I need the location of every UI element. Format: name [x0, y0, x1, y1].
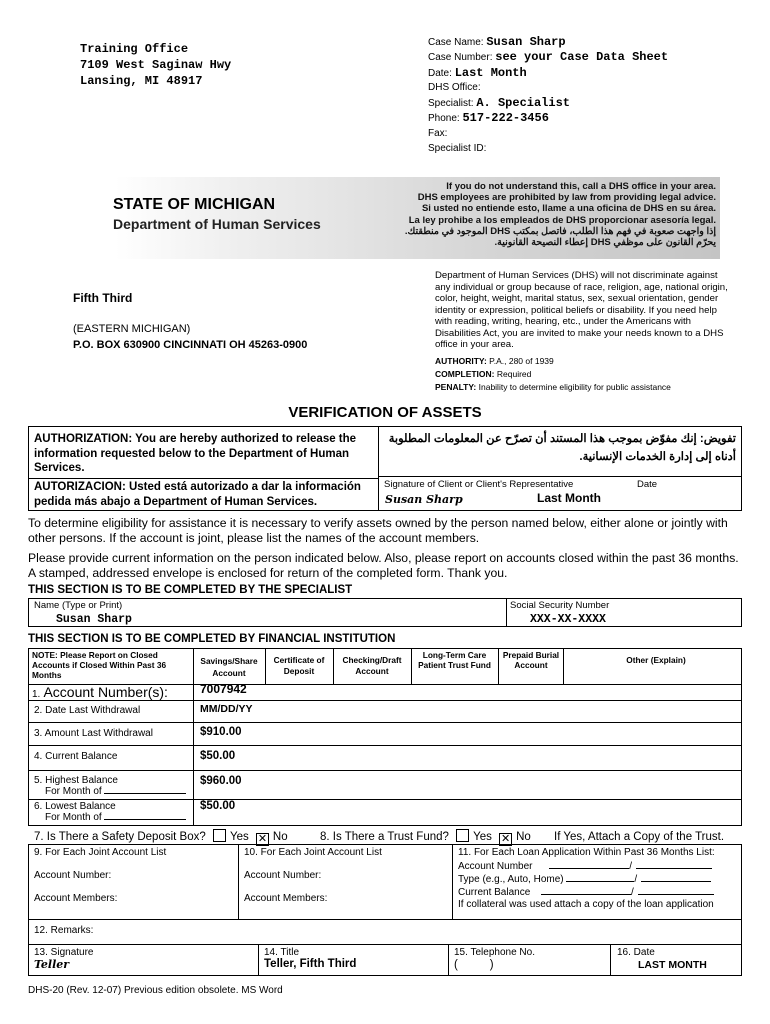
column-header: Certificate of Deposit [273, 655, 325, 676]
row-sublabel: For Month of [45, 786, 102, 797]
authority-block [435, 355, 671, 394]
q11-note: If collateral was used attach a copy of the loan application [458, 899, 714, 911]
specialist-box [28, 598, 742, 627]
divider [28, 478, 379, 479]
blank[interactable] [541, 894, 631, 895]
ssn-label: Social Security Number [510, 600, 610, 611]
specialist-id-row [428, 142, 668, 157]
row-label-amount-last-withdrawal [34, 728, 153, 739]
question-label: 7. Is There a Safety Deposit Box? [34, 831, 206, 843]
field-label: Case Number: [428, 52, 493, 64]
date-last-withdrawal-value[interactable]: MM/DD/YY [200, 703, 253, 715]
row-line [28, 919, 742, 920]
blank[interactable] [641, 881, 711, 882]
row-label: Current Balance [45, 751, 118, 762]
field-label: Specialist ID: [428, 143, 487, 155]
month-blank[interactable] [104, 819, 186, 820]
row-number: 4. [34, 751, 43, 762]
state-name: STATE OF MICHIGAN [113, 196, 276, 213]
field-label: Fax: [428, 127, 448, 139]
row-label: Date Last Withdrawal [45, 705, 141, 716]
title-value[interactable]: Teller, Fifth Third [264, 958, 357, 970]
telephone-value[interactable]: ( ) [454, 959, 494, 971]
trust-fund-yes-checkbox[interactable] [456, 829, 469, 842]
column-line [563, 648, 564, 684]
field-label: Specialist: [428, 98, 474, 110]
divider [378, 476, 742, 477]
row-sublabel-line [34, 812, 186, 823]
remarks-label: 12. Remarks: [34, 925, 94, 936]
field-label: Account Number [458, 861, 533, 872]
divider [378, 426, 379, 511]
authorization-arabic: تفويض: إنك مفوّض بموجب هذا المستند أن تصرّح عن المعلومات المطلوبة أدناه إلى إدارة الخدمات الإنسانية. [388, 433, 736, 463]
column-header: Checking/Draft Account [342, 655, 402, 676]
penalty-value: Inability to determine eligibility for public assistance [478, 382, 671, 392]
row-number: 1. [32, 689, 41, 700]
notice-line: La ley prohibe a los empleados de DHS proporcionar asesoría legal. [408, 214, 716, 226]
notice-line: Si usted no entiende esto, llame a una oficina de DHS en su área. [421, 203, 716, 215]
financial-section-heading: THIS SECTION IS TO BE COMPLETED BY FINANCIAL INSTITUTION [28, 633, 396, 645]
row-line [28, 722, 742, 723]
q16-label: 16. Date [617, 947, 655, 958]
highest-balance-value[interactable]: $960.00 [200, 775, 242, 787]
form-footer: DHS-20 (Rev. 12-07) Previous edition obsolete. MS Word [28, 985, 283, 996]
case-number-value: see your Case Data Sheet [495, 50, 669, 65]
column-header: Other (Explain) [626, 655, 686, 665]
recipient-name: Fifth Third [73, 291, 133, 305]
row-sublabel-line [34, 786, 186, 797]
blank[interactable] [566, 881, 634, 882]
column-header: Savings/Share Account [200, 656, 258, 678]
divider [258, 944, 259, 976]
case-name-value: Susan Sharp [486, 35, 566, 49]
divider [506, 598, 507, 627]
signature-date[interactable]: Last Month [537, 491, 601, 505]
q11-fields [458, 861, 714, 912]
field-label: Current Balance [458, 886, 531, 898]
column-line [265, 648, 266, 684]
fax-row [428, 127, 668, 142]
intro-paragraph-2: Please provide current information on the person indicated below. Also, please report on accounts closed within the past 36 months. A stamped, addressed envelope is enclosed for return of the completed form. Thank you. [28, 551, 739, 580]
row-line [28, 770, 742, 771]
trust-fund-no-checkbox[interactable]: ✕ [500, 833, 511, 845]
field-label: DHS Office: [428, 81, 481, 93]
signature-label: Signature of Client or Client's Representative [384, 479, 574, 490]
row-label-highest-balance [34, 775, 186, 797]
penalty-label: PENALTY: [435, 382, 477, 392]
recipient-region: (EASTERN MICHIGAN) [73, 323, 191, 335]
notice-line-arabic: يحرّم القانون على موظفي DHS إعطاء النصيحة القانونية. [494, 237, 716, 249]
safety-deposit-yes-checkbox[interactable] [213, 829, 226, 842]
no-label: No [516, 831, 531, 843]
notice-line: DHS employees are prohibited by law from providing legal advice. [417, 192, 716, 204]
row-number: 5. [34, 775, 43, 786]
name-label: Name (Type or Print) [34, 600, 123, 611]
specialist-value: A. Specialist [476, 96, 570, 111]
field-label: Case Name: [428, 37, 484, 48]
q11-title: 11. For Each Loan Application Within Past 36 Months List: [458, 847, 715, 858]
client-signature[interactable]: Susan Sharp [385, 493, 463, 506]
blank[interactable] [549, 868, 629, 869]
q15-label: 15. Telephone No. [454, 947, 535, 958]
yes-label: Yes [229, 831, 249, 843]
amount-last-withdrawal-value[interactable]: $910.00 [200, 726, 242, 738]
language-notice [380, 181, 716, 248]
row-line [28, 745, 742, 746]
q9-title: 9. For Each Joint Account List [34, 847, 167, 858]
trust-note: If Yes, Attach a Copy of the Trust. [554, 831, 725, 843]
dept-name: Department of Human Services [113, 216, 321, 232]
safety-deposit-no-checkbox[interactable]: ✕ [257, 833, 268, 845]
completion-row [435, 368, 671, 381]
column-line [498, 648, 499, 684]
column-header: Long-Term Care Patient Trust Fund [418, 650, 491, 671]
date-row [428, 66, 668, 81]
date-label: Date [637, 479, 658, 490]
row-label-line [34, 801, 186, 812]
date-value-bottom[interactable]: LAST MONTH [638, 959, 707, 971]
q14-label: 14. Title [264, 947, 300, 958]
phone-row [428, 111, 668, 126]
row-label: Amount Last Withdrawal [44, 728, 153, 739]
notice-line: If you do not understand this, call a DHS office in your area. [446, 181, 716, 192]
penalty-row [435, 381, 671, 394]
authority-label: AUTHORITY: [435, 356, 487, 366]
field-label: Phone: [428, 113, 460, 125]
blank[interactable] [638, 894, 714, 895]
divider [610, 944, 611, 976]
recipient-address: P.O. BOX 630900 CINCINNATI OH 45263-0900 [73, 339, 308, 351]
current-balance-value[interactable]: $50.00 [200, 750, 236, 762]
case-number-row [428, 50, 668, 65]
ssn-value[interactable]: XXX-XX-XXXX [530, 613, 606, 626]
authority-value: P.A., 280 of 1939 [489, 356, 554, 366]
completion-label: COMPLETION: [435, 369, 495, 379]
row-label-account-number [32, 684, 168, 700]
row-sublabel: For Month of [45, 812, 102, 823]
case-name-row [428, 35, 668, 50]
return-address [80, 41, 231, 89]
row-number: 2. [34, 705, 43, 716]
account-number-value[interactable]: 7007942 [200, 682, 247, 696]
month-blank[interactable] [104, 793, 186, 794]
q10-account-members-label: Account Members: [244, 893, 328, 904]
row-number: 3. [34, 728, 43, 739]
specialist-row [428, 96, 668, 111]
divider [448, 944, 449, 976]
address-line: Lansing, MI 48917 [80, 74, 203, 88]
authority-row [435, 355, 671, 368]
nondiscrimination-notice: Department of Human Services (DHS) will not discriminate against any individual or group because of race, religion, age, national origin, color, height, weight, marital status, sex, sexual orientation, gender identity or expression, political beliefs or disability. If you need help with reading, writing, hearing, etc., under the Americans with Disabilities Act, you are invited to make your needs known to a DHS office in your area. [435, 270, 728, 350]
completion-value: Required [496, 369, 532, 379]
column-line [333, 648, 334, 684]
question-label: 8. Is There a Trust Fund? [320, 831, 449, 843]
q11-balance-row: Current Balance / [458, 887, 714, 900]
q11-account-row: Account Number / [458, 861, 714, 874]
column-line [411, 648, 412, 684]
row-line [28, 700, 742, 701]
q10-title: 10. For Each Joint Account List [244, 847, 382, 858]
blank[interactable] [636, 868, 712, 869]
authorization-spanish: AUTORIZACION: Usted está autorizado a dar la información pedida más abajo a Department of Human Services. [34, 481, 361, 508]
row-label-lowest-balance [34, 801, 186, 823]
row-line [28, 799, 742, 800]
address-line: Training Office [80, 42, 189, 56]
divider [452, 844, 453, 919]
intro-paragraph-1: To determine eligibility for assistance it is necessary to verify assets owned by the person named below, either alone or jointly with other persons. If the account is joint, please list the names of the account members. [28, 516, 728, 545]
notice-line-arabic: إذا واجهت صعوبة في فهم هذا الطلب، فاتصل بمكتب DHS الموجود في منطقتك. [404, 225, 716, 237]
name-value[interactable]: Susan Sharp [56, 613, 132, 626]
field-label: Date: [428, 67, 452, 79]
column-header: Prepaid Burial Account [502, 650, 560, 671]
closed-accounts-note: NOTE: Please Report on Closed Accounts if Closed Within Past 36 Months [32, 650, 167, 681]
field-label: Type (e.g., Auto, Home) [458, 873, 564, 885]
row-label: Highest Balance [45, 775, 118, 786]
q11-type-row: Type (e.g., Auto, Home) / [458, 874, 714, 887]
agency-name [113, 195, 321, 233]
q9-account-number-label: Account Number: [34, 870, 112, 881]
row-label: Lowest Balance [45, 801, 116, 812]
authorization-english: AUTHORIZATION: You are hereby authorized to release the information requested below to the Department of Human Services. [34, 433, 357, 474]
row-line [28, 944, 742, 945]
row-label: Account Number(s): [43, 684, 168, 700]
specialist-section-heading: THIS SECTION IS TO BE COMPLETED BY THE SPECIALIST [28, 584, 353, 596]
case-info [428, 35, 668, 157]
row-label-date-last-withdrawal [34, 705, 140, 716]
row-label-line [34, 775, 186, 786]
lowest-balance-value[interactable]: $50.00 [200, 800, 236, 812]
date-value: Last Month [454, 65, 527, 80]
teller-signature[interactable]: Teller [34, 958, 70, 971]
row-number: 6. [34, 801, 43, 812]
dhs-office-row [428, 81, 668, 96]
divider [238, 844, 239, 919]
yes-label: Yes [473, 831, 492, 843]
address-line: 7109 West Saginaw Hwy [80, 58, 232, 72]
q13-label: 13. Signature [34, 947, 94, 958]
no-label: No [272, 831, 288, 843]
form-title: VERIFICATION OF ASSETS [288, 404, 482, 421]
phone-value: 517-222-3456 [462, 111, 549, 126]
row-label-current-balance [34, 751, 117, 762]
q10-account-number-label: Account Number: [244, 870, 322, 881]
q9-account-members-label: Account Members: [34, 893, 118, 904]
